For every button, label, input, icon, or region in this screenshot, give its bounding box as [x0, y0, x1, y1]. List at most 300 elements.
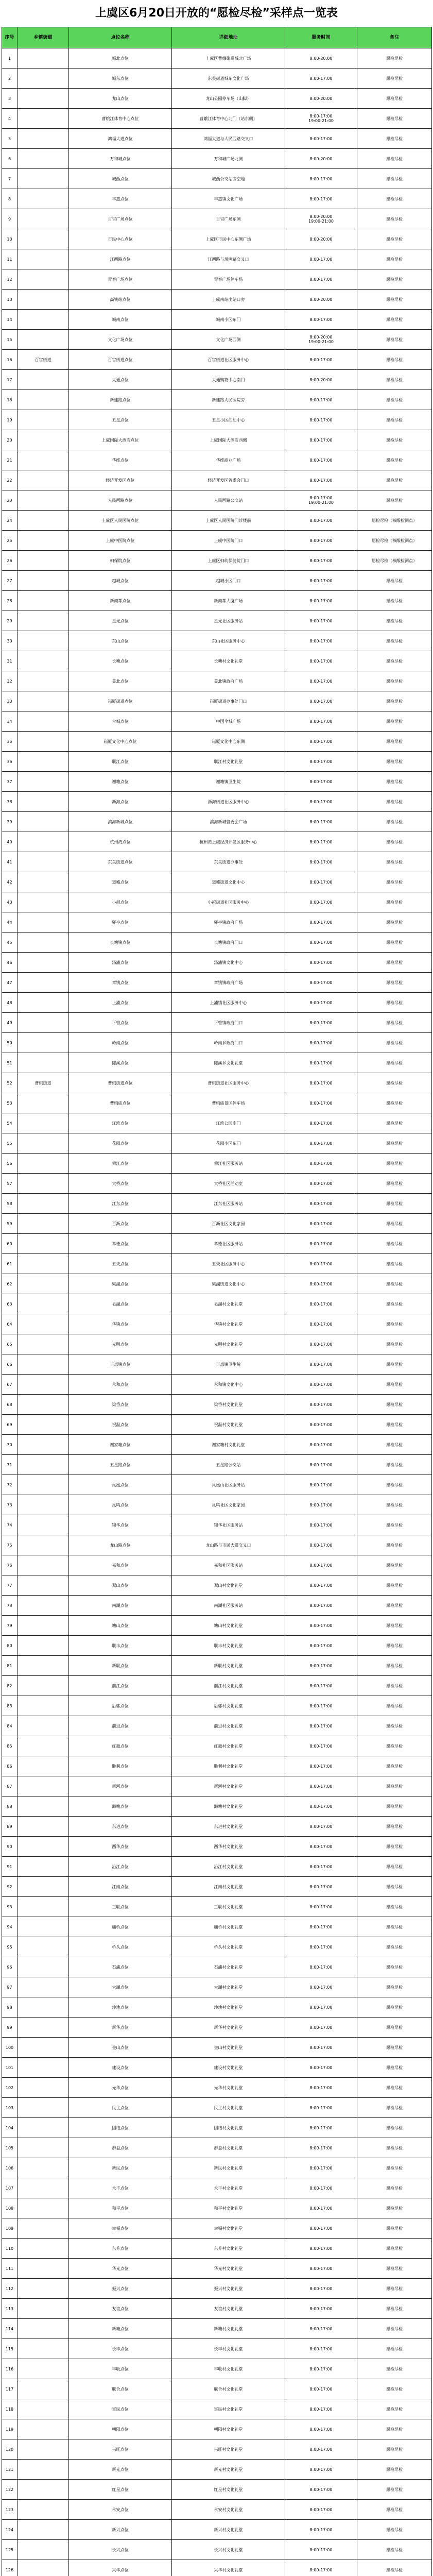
- site-name-cell: 联丰点位: [69, 1636, 172, 1656]
- site-note-cell: 愿检尽检: [357, 691, 432, 711]
- site-note-cell: 愿检尽检: [357, 2239, 432, 2259]
- row-number-cell: 94: [2, 1917, 18, 1937]
- row-number-cell: 17: [2, 370, 18, 390]
- row-number-cell: 119: [2, 2419, 18, 2439]
- town-name-cell: [18, 1234, 69, 1254]
- site-address-cell: 滨海新城管委会广场: [172, 812, 285, 832]
- town-name-cell: [18, 2138, 69, 2158]
- service-time-cell: 8:00-17:00: [285, 1636, 357, 1656]
- row-number-cell: 83: [2, 1696, 18, 1716]
- service-time-cell: 8:00-17:00: [285, 1575, 357, 1596]
- row-number-cell: 64: [2, 1314, 18, 1334]
- town-name-cell: [18, 953, 69, 973]
- town-name-cell: [18, 1455, 69, 1475]
- site-name-cell: 道墟点位: [69, 872, 172, 892]
- row-number-cell: 51: [2, 1053, 18, 1073]
- site-name-cell: 幸福点位: [69, 2218, 172, 2239]
- row-number-cell: 3: [2, 89, 18, 109]
- row-number-cell: 24: [2, 511, 18, 531]
- service-time-cell: 8:00-17:00: [285, 2078, 357, 2098]
- service-time-cell: 8:00-17:00: [285, 2279, 357, 2299]
- town-name-cell: [18, 370, 69, 390]
- site-address-cell: 兴旺村文化礼堂: [172, 2439, 285, 2460]
- site-note-cell: 愿检尽检: [357, 1616, 432, 1636]
- town-name-cell: [18, 249, 69, 269]
- site-address-cell: 民主村文化礼堂: [172, 2098, 285, 2118]
- town-name-cell: [18, 671, 69, 691]
- service-time-cell: 8:00-17:00: [285, 169, 357, 189]
- table-row: [2, 912, 432, 933]
- town-name-cell: [18, 1254, 69, 1274]
- service-time-cell: 8:00-17:00: [285, 1837, 357, 1857]
- row-number-cell: 5: [2, 129, 18, 149]
- site-name-cell: 祝温点位: [69, 1415, 172, 1435]
- town-name-cell: [18, 1776, 69, 1797]
- site-name-cell: 曹娥街道点位: [69, 1073, 172, 1093]
- site-name-cell: 章镇点位: [69, 973, 172, 993]
- service-time-cell: 8:00-17:00: [285, 2480, 357, 2500]
- site-name-cell: 长塘镇点位: [69, 933, 172, 953]
- site-note-cell: 愿检尽检: [357, 149, 432, 169]
- town-name-cell: [18, 1294, 69, 1314]
- site-address-cell: 汤浦镇文化中心: [172, 953, 285, 973]
- site-name-cell: 城东点位: [69, 69, 172, 89]
- service-time-cell: 8:00-17:00: [285, 1656, 357, 1676]
- table-row: [2, 109, 432, 129]
- service-time-cell: 8:00-17:00: [285, 752, 357, 772]
- site-note-cell: 愿检尽检: [357, 912, 432, 933]
- site-name-cell: 沥海点位: [69, 792, 172, 812]
- site-address-cell: 江滨公园南门: [172, 1113, 285, 1133]
- row-number-cell: 43: [2, 892, 18, 912]
- site-name-cell: 红星点位: [69, 2480, 172, 2500]
- site-name-cell: 后郭点位: [69, 1696, 172, 1716]
- site-note-cell: 愿检尽检: [357, 2560, 432, 2576]
- site-note-cell: 愿检尽检: [357, 1455, 432, 1475]
- site-address-cell: 朝阳村文化礼堂: [172, 2419, 285, 2439]
- table-row: [2, 1274, 432, 1294]
- site-name-cell: 龙山点位: [69, 89, 172, 109]
- row-number-cell: 85: [2, 1736, 18, 1756]
- row-number-cell: 88: [2, 1797, 18, 1817]
- row-number-cell: 121: [2, 2460, 18, 2480]
- site-name-cell: 经济开发区点位: [69, 470, 172, 490]
- service-time-cell: 8:00-17:00: [285, 2038, 357, 2058]
- site-address-cell: 永和镇文化中心: [172, 1375, 285, 1395]
- town-name-cell: [18, 2560, 69, 2576]
- site-note-cell: 愿检尽检: [357, 1395, 432, 1415]
- site-address-cell: 孝德社区服务站: [172, 1234, 285, 1254]
- site-note-cell: 愿检尽检: [357, 1837, 432, 1857]
- town-name-cell: [18, 2500, 69, 2520]
- table-row: [2, 2480, 432, 2500]
- town-name-cell: [18, 2158, 69, 2178]
- table-row: [2, 2118, 432, 2138]
- site-address-cell: 华镇村文化礼堂: [172, 1314, 285, 1334]
- site-name-cell: 石浦点位: [69, 1957, 172, 1977]
- town-name-cell: [18, 1555, 69, 1575]
- table-row: [2, 852, 432, 872]
- site-name-cell: 金山点位: [69, 2038, 172, 2058]
- table-row: [2, 1756, 432, 1776]
- service-time-cell: 8:00-17:00: [285, 531, 357, 551]
- site-address-cell: 振兴村文化礼堂: [172, 2279, 285, 2299]
- row-number-cell: 60: [2, 1234, 18, 1254]
- town-name-cell: [18, 109, 69, 129]
- row-number-cell: 109: [2, 2218, 18, 2239]
- town-name-cell: [18, 2339, 69, 2359]
- town-name-cell: [18, 1475, 69, 1495]
- table-row: [2, 410, 432, 430]
- service-time-cell: 8:00-17:00: [285, 671, 357, 691]
- service-time-cell: 8:00-17:00: [285, 2359, 357, 2379]
- service-time-cell: 8:00-17:00: [285, 2560, 357, 2576]
- site-name-cell: 梁湖点位: [69, 1274, 172, 1294]
- site-address-cell: 星光社区服务站: [172, 611, 285, 631]
- site-address-cell: 兴华村文化礼堂: [172, 2560, 285, 2576]
- site-name-cell: 丰惠镇点位: [69, 1354, 172, 1375]
- site-address-cell: 青春广场停车场: [172, 269, 285, 290]
- town-name-cell: [18, 1676, 69, 1696]
- site-address-cell: 大通购物中心南门: [172, 370, 285, 390]
- site-name-cell: 丰惠点位: [69, 189, 172, 209]
- town-name-cell: [18, 2379, 69, 2399]
- town-name-cell: [18, 1174, 69, 1194]
- site-note-cell: 愿检尽检: [357, 2439, 432, 2460]
- town-name-cell: [18, 832, 69, 852]
- town-name-cell: [18, 2399, 69, 2419]
- header-cell: 服务时间: [285, 27, 357, 48]
- site-name-cell: 丰收点位: [69, 2359, 172, 2379]
- site-note-cell: 愿检尽检: [357, 2198, 432, 2218]
- site-note-cell: 愿检尽检: [357, 1435, 432, 1455]
- table-row: [2, 631, 432, 651]
- service-time-cell: 8:00-17:00: [285, 872, 357, 892]
- row-number-cell: 45: [2, 933, 18, 953]
- row-number-cell: 101: [2, 2058, 18, 2078]
- site-note-cell: 愿检尽检: [357, 933, 432, 953]
- site-address-cell: 沙地村文化礼堂: [172, 1997, 285, 2018]
- site-name-cell: 华镇点位: [69, 1314, 172, 1334]
- row-number-cell: 106: [2, 2158, 18, 2178]
- service-time-cell: 8:00-17:00: [285, 912, 357, 933]
- service-time-cell: 8:00-17:00: [285, 1817, 357, 1837]
- service-time-cell: 8:00-17:00: [285, 691, 357, 711]
- site-address-cell: 上虞中医院门口: [172, 531, 285, 551]
- site-note-cell: 愿检尽检: [357, 229, 432, 249]
- town-name-cell: [18, 1415, 69, 1435]
- site-name-cell: 长兴点位: [69, 2540, 172, 2560]
- service-time-cell: 8:00-17:00: [285, 1495, 357, 1515]
- site-name-cell: 城西点位: [69, 169, 172, 189]
- town-name-cell: [18, 531, 69, 551]
- service-time-cell: 8:00-17:00: [285, 470, 357, 490]
- service-time-cell: 8:00-17:00: [285, 732, 357, 752]
- site-note-cell: 愿检尽检: [357, 1857, 432, 1877]
- table-row: [2, 269, 432, 290]
- table-row: [2, 370, 432, 390]
- site-name-cell: 江西路点位: [69, 249, 172, 269]
- site-note-cell: 愿检尽检: [357, 2480, 432, 2500]
- service-time-cell: 8:00-17:00: [285, 2439, 357, 2460]
- row-number-cell: 95: [2, 1937, 18, 1957]
- site-note-cell: 愿检尽检: [357, 2158, 432, 2178]
- site-name-cell: 上虞国际大酒店点位: [69, 430, 172, 450]
- town-name-cell: [18, 2439, 69, 2460]
- row-number-cell: 11: [2, 249, 18, 269]
- site-address-cell: 盖北镇政府广场: [172, 671, 285, 691]
- service-time-cell: 8:00-17:00: [285, 1154, 357, 1174]
- town-name-cell: [18, 973, 69, 993]
- site-note-cell: 愿检尽检: [357, 1133, 432, 1154]
- row-number-cell: 30: [2, 631, 18, 651]
- site-address-cell: 塘山村文化礼堂: [172, 1616, 285, 1636]
- table-row: [2, 350, 432, 370]
- site-name-cell: 前进点位: [69, 1716, 172, 1736]
- service-time-cell: 8:00-17:00: [285, 1113, 357, 1133]
- site-address-cell: 曹娥江体育中心北门（站东侧）: [172, 109, 285, 129]
- town-name-cell: [18, 2480, 69, 2500]
- table-row: [2, 1334, 432, 1354]
- site-name-cell: 梁岙点位: [69, 1395, 172, 1415]
- site-name-cell: 永安点位: [69, 2500, 172, 2520]
- table-row: [2, 169, 432, 189]
- row-number-cell: 113: [2, 2299, 18, 2319]
- town-name-cell: [18, 1314, 69, 1334]
- table-row: [2, 310, 432, 330]
- table-row: [2, 993, 432, 1013]
- town-name-cell: [18, 1696, 69, 1716]
- table-row: [2, 2560, 432, 2576]
- service-time-cell: 8:00-17:00: [285, 1957, 357, 1977]
- site-note-cell: 愿检尽检: [357, 1334, 432, 1354]
- town-name-cell: [18, 2118, 69, 2138]
- site-address-cell: 大桥社区活动室: [172, 1174, 285, 1194]
- row-number-cell: 91: [2, 1857, 18, 1877]
- service-time-cell: 8:00-17:00: [285, 1877, 357, 1897]
- site-note-cell: 愿检尽检: [357, 1535, 432, 1555]
- site-address-cell: 红星村文化礼堂: [172, 2480, 285, 2500]
- site-name-cell: 百官街道点位: [69, 350, 172, 370]
- site-name-cell: 南湖点位: [69, 1596, 172, 1616]
- site-address-cell: 群益村文化礼堂: [172, 2138, 285, 2158]
- site-name-cell: 光华点位: [69, 2078, 172, 2098]
- row-number-cell: 108: [2, 2198, 18, 2218]
- table-row: [2, 2419, 432, 2439]
- site-note-cell: 愿检尽检: [357, 169, 432, 189]
- site-name-cell: 永和点位: [69, 1375, 172, 1395]
- site-note-cell: 愿检尽检: [357, 1696, 432, 1716]
- site-address-cell: 崧厦街道办事处门口: [172, 691, 285, 711]
- site-address-cell: 庙桥村文化礼堂: [172, 1917, 285, 1937]
- service-time-cell: 8:00-17:00: [285, 1073, 357, 1093]
- row-number-cell: 61: [2, 1254, 18, 1274]
- table-row: [2, 2078, 432, 2098]
- site-address-cell: 崧厦文化中心东侧: [172, 732, 285, 752]
- row-number-cell: 57: [2, 1174, 18, 1194]
- town-name-cell: [18, 310, 69, 330]
- table-row: [2, 2058, 432, 2078]
- site-note-cell: 愿检尽检: [357, 1636, 432, 1656]
- site-address-cell: 上虞区人民医院门诊楼前: [172, 511, 285, 531]
- town-name-cell: [18, 2098, 69, 2118]
- site-name-cell: 团结点位: [69, 2118, 172, 2138]
- site-name-cell: 友谊点位: [69, 2299, 172, 2319]
- service-time-cell: 8:00-17:00: [285, 1756, 357, 1776]
- site-name-cell: 上虞中医院点位: [69, 531, 172, 551]
- site-note-cell: 愿检尽检: [357, 2279, 432, 2299]
- site-name-cell: 东山点位: [69, 631, 172, 651]
- row-number-cell: 92: [2, 1877, 18, 1897]
- row-number-cell: 36: [2, 752, 18, 772]
- site-note-cell: 愿检尽检: [357, 772, 432, 792]
- row-number-cell: 117: [2, 2379, 18, 2399]
- site-address-cell: 东关街道办事处: [172, 852, 285, 872]
- table-row: [2, 1575, 432, 1596]
- town-name-cell: [18, 611, 69, 631]
- town-name-cell: [18, 2058, 69, 2078]
- site-name-cell: 锦华点位: [69, 1515, 172, 1535]
- site-note-cell: 愿检尽检: [357, 89, 432, 109]
- site-name-cell: 汤浦点位: [69, 953, 172, 973]
- site-name-cell: 建设点位: [69, 2058, 172, 2078]
- site-note-cell: 愿检尽检: [357, 1314, 432, 1334]
- row-number-cell: 23: [2, 490, 18, 511]
- row-number-cell: 20: [2, 430, 18, 450]
- table-row: [2, 149, 432, 169]
- town-name-cell: [18, 1977, 69, 1997]
- row-number-cell: 90: [2, 1837, 18, 1857]
- service-time-cell: 8:00-17:00: [285, 1013, 357, 1033]
- site-name-cell: 龙山路点位: [69, 1535, 172, 1555]
- row-number-cell: 14: [2, 310, 18, 330]
- site-note-cell: 愿检尽检: [357, 1375, 432, 1395]
- town-name-cell: [18, 2239, 69, 2259]
- town-name-cell: [18, 912, 69, 933]
- table-row: [2, 1073, 432, 1093]
- table-row: [2, 1997, 432, 2018]
- site-address-cell: 长塘村文化礼堂: [172, 651, 285, 671]
- service-time-cell: 8:00-17:00: [285, 1334, 357, 1354]
- row-number-cell: 13: [2, 290, 18, 310]
- site-note-cell: 愿检尽检: [357, 1515, 432, 1535]
- town-name-cell: [18, 892, 69, 912]
- site-note-cell: 愿检尽检: [357, 370, 432, 390]
- table-row: [2, 490, 432, 511]
- site-note-cell: 愿检尽检: [357, 2138, 432, 2158]
- service-time-cell: 8:00-17:00: [285, 651, 357, 671]
- town-name-cell: [18, 89, 69, 109]
- table-row: [2, 1435, 432, 1455]
- town-name-cell: [18, 752, 69, 772]
- site-note-cell: 愿检尽检: [357, 2540, 432, 2560]
- service-time-cell: 8:00-20:00 19:00-21:00: [285, 209, 357, 229]
- row-number-cell: 34: [2, 711, 18, 732]
- table-row: [2, 1776, 432, 1797]
- town-name-cell: [18, 1033, 69, 1053]
- site-note-cell: 愿检尽检: [357, 310, 432, 330]
- service-time-cell: 8:00-17:00: [285, 1395, 357, 1415]
- site-address-cell: 章镇镇政府广场: [172, 973, 285, 993]
- service-time-cell: 8:00-17:00: [285, 1776, 357, 1797]
- table-row: [2, 1154, 432, 1174]
- site-address-cell: 东升村文化礼堂: [172, 2239, 285, 2259]
- town-name-cell: [18, 390, 69, 410]
- table-row: [2, 2379, 432, 2399]
- site-note-cell: 愿检尽检: [357, 1093, 432, 1113]
- site-address-cell: 东进村文化礼堂: [172, 1817, 285, 1837]
- service-time-cell: 8:00-17:00: [285, 2460, 357, 2480]
- site-name-cell: 三联点位: [69, 1897, 172, 1917]
- site-name-cell: 群益点位: [69, 2138, 172, 2158]
- site-note-cell: 愿检尽检: [357, 591, 432, 611]
- site-name-cell: 皂湖点位: [69, 1294, 172, 1314]
- town-name-cell: [18, 2419, 69, 2439]
- site-name-cell: 大桥点位: [69, 1174, 172, 1194]
- row-number-cell: 4: [2, 109, 18, 129]
- service-time-cell: 8:00-17:00: [285, 129, 357, 149]
- service-time-cell: 8:00-17:00: [285, 1475, 357, 1495]
- site-address-cell: 谢家塘村文化礼堂: [172, 1435, 285, 1455]
- town-name-cell: [18, 1375, 69, 1395]
- table-row: [2, 1033, 432, 1053]
- row-number-cell: 115: [2, 2339, 18, 2359]
- site-address-cell: 永安村文化礼堂: [172, 2500, 285, 2520]
- service-time-cell: 8:00-17:00: [285, 249, 357, 269]
- site-address-cell: 文化广场西侧: [172, 330, 285, 350]
- site-address-cell: 友谊村文化礼堂: [172, 2299, 285, 2319]
- site-name-cell: 双山点位: [69, 1575, 172, 1596]
- row-number-cell: 33: [2, 691, 18, 711]
- site-name-cell: 滨海新城点位: [69, 812, 172, 832]
- town-name-cell: [18, 1053, 69, 1073]
- table-row: [2, 933, 432, 953]
- table-row: [2, 450, 432, 470]
- row-number-cell: 76: [2, 1555, 18, 1575]
- site-note-cell: 愿检尽检（核酸检测点）: [357, 551, 432, 571]
- table-row: [2, 551, 432, 571]
- table-row: [2, 611, 432, 631]
- town-name-cell: [18, 229, 69, 249]
- town-name-cell: [18, 1113, 69, 1133]
- town-name-cell: [18, 2218, 69, 2239]
- row-number-cell: 58: [2, 1194, 18, 1214]
- site-note-cell: 愿检尽检: [357, 1113, 432, 1133]
- service-time-cell: 8:00-17:00: [285, 571, 357, 591]
- table-row: [2, 812, 432, 832]
- site-note-cell: 愿检尽检: [357, 2359, 432, 2379]
- site-address-cell: 小越街道社区服务中心: [172, 892, 285, 912]
- town-name-cell: [18, 1616, 69, 1636]
- site-address-cell: 越城小区门口: [172, 571, 285, 591]
- table-row: [2, 1877, 432, 1897]
- site-name-cell: 市民中心点位: [69, 229, 172, 249]
- service-time-cell: 8:00-17:00: [285, 1555, 357, 1575]
- service-time-cell: 8:00-17:00: [285, 2098, 357, 2118]
- row-number-cell: 62: [2, 1274, 18, 1294]
- site-address-cell: 上虞区市民中心东侧广场: [172, 229, 285, 249]
- site-note-cell: 愿检尽检: [357, 2520, 432, 2540]
- row-number-cell: 93: [2, 1897, 18, 1917]
- site-name-cell: 富民点位: [69, 2399, 172, 2419]
- row-number-cell: 19: [2, 410, 18, 430]
- site-note-cell: 愿检尽检: [357, 812, 432, 832]
- site-note-cell: 愿检尽检: [357, 1214, 432, 1234]
- site-note-cell: 愿检尽检: [357, 2299, 432, 2319]
- town-name-cell: [18, 2460, 69, 2480]
- site-note-cell: 愿检尽检: [357, 1897, 432, 1917]
- site-name-cell: 新华点位: [69, 2018, 172, 2038]
